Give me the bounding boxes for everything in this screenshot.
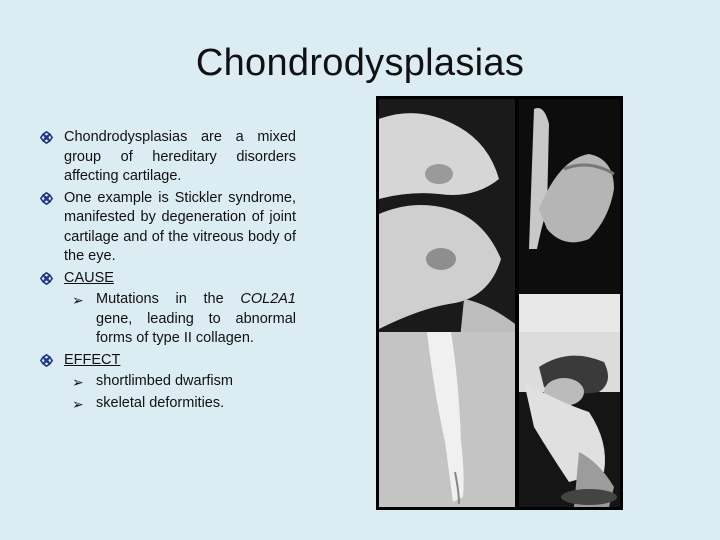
cause-heading: CAUSE [64,269,114,286]
gene-name: COL2A1 [240,291,296,307]
arrowhead-icon: ➢ [72,292,84,308]
sub-bullet-text: shortlimbed dwarfism [96,373,233,389]
diamond-bullet-icon [40,192,54,206]
sub-bullet-item [40,372,296,392]
sub-bullet-item [40,394,296,414]
thumb-photo [519,99,620,349]
bullet-text: One example is Stickler syndrome, manifested by degeneration of joint cartilage and of the vitreous body of the eye. [64,189,296,264]
arrowhead-icon: ➢ [72,395,84,412]
person-photo [519,332,620,507]
arrowhead-icon: ➢ [72,374,84,390]
bullet-item [40,351,296,371]
bullet-list [40,128,296,415]
sub-bullet-text: Mutations in the COL2A1 gene, leading to abnormal forms of type II collagen. [96,291,296,346]
diamond-bullet-icon [40,131,54,145]
slide-title: Chondrodysplasias [195,42,525,84]
hands-photo [379,99,515,349]
bullet-item [40,189,296,267]
diamond-bullet-icon [40,272,54,286]
sub-bullet-text: skeletal deformities. [96,394,225,411]
effect-heading: EFFECT [64,351,121,368]
bullet-item [40,269,296,289]
arm-photo [379,332,515,507]
diamond-bullet-icon [40,354,54,368]
sub-bullet-item [40,290,296,349]
bullet-item [40,128,296,187]
photo-collage [376,96,623,510]
bullet-text: Chondrodysplasias are a mixed group of hereditary disorders affecting cartilage. [64,129,296,184]
